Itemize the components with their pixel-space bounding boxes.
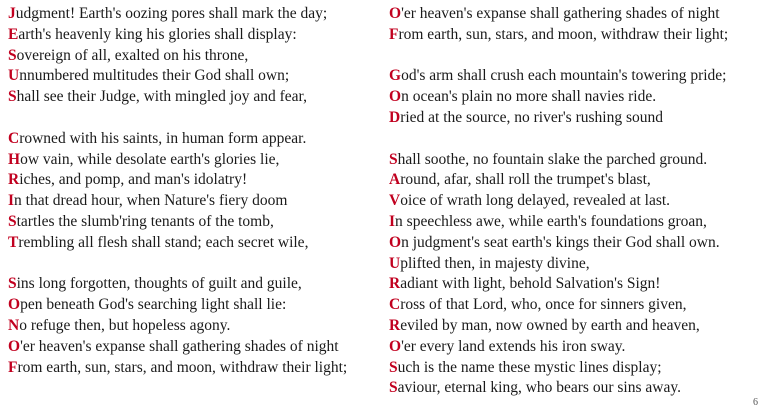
- poem-column-left: [8, 4, 380, 378]
- line-text: nnumbered multitudes their God shall own;: [19, 67, 290, 85]
- line-text: 'er every land extends his iron sway.: [401, 337, 626, 355]
- poem-line: [8, 46, 380, 67]
- acrostic-initial: D: [389, 108, 401, 126]
- line-text: ins long forgotten, thoughts of guilt and guile,: [16, 275, 302, 293]
- poem-line: [389, 4, 755, 25]
- page-number: 6: [753, 397, 758, 408]
- poem-line: [8, 4, 380, 25]
- line-text: rom earth, sun, stars, and moon, withdraw their light;: [398, 25, 729, 43]
- poem-line: [8, 150, 380, 171]
- acrostic-initial: R: [389, 275, 401, 293]
- acrostic-initial: C: [8, 129, 20, 147]
- poem-line: [389, 254, 755, 275]
- acrostic-initial: O: [389, 233, 402, 251]
- acrostic-initial: O: [389, 5, 402, 22]
- line-text: aviour, eternal king, who bears our sins away.: [397, 379, 681, 397]
- acrostic-initial: S: [8, 212, 17, 230]
- line-text: od's arm shall crush each mountain's towering pride;: [401, 67, 727, 85]
- acrostic-initial: S: [389, 150, 398, 168]
- poem-line: [389, 66, 755, 87]
- poem-line: [8, 129, 380, 150]
- line-text: pen beneath God's searching light shall lie:: [20, 296, 287, 314]
- poem-line: [8, 274, 380, 295]
- poem-line: [8, 337, 380, 358]
- acrostic-initial: F: [389, 25, 399, 43]
- poem-line: [389, 358, 755, 379]
- poem-line: [389, 233, 755, 254]
- acrostic-initial: S: [8, 88, 17, 106]
- line-text: ross of that Lord, who, once for sinners given,: [400, 296, 687, 314]
- poem-column-right: [389, 4, 755, 399]
- acrostic-initial: U: [389, 254, 401, 272]
- acrostic-initial: R: [389, 316, 401, 334]
- poem-line: [8, 358, 380, 379]
- acrostic-initial: J: [8, 5, 16, 22]
- poem-line: [389, 150, 755, 171]
- line-text: n that dread hour, when Nature's fiery doom: [14, 192, 288, 210]
- acrostic-initial: O: [389, 337, 402, 355]
- stanza-break: [389, 129, 755, 150]
- acrostic-initial: S: [8, 46, 17, 64]
- acrostic-initial: S: [389, 358, 398, 376]
- poem-line: [8, 233, 380, 254]
- poem-line: [389, 25, 755, 46]
- line-text: 'er heaven's expanse shall gathering shades of night: [20, 337, 339, 355]
- acrostic-initial: H: [8, 150, 21, 168]
- poem-line: [389, 316, 755, 337]
- acrostic-initial: G: [389, 67, 402, 85]
- acrostic-initial: F: [8, 358, 18, 376]
- acrostic-initial: R: [8, 171, 20, 189]
- line-text: uch is the name these mystic lines display;: [397, 358, 662, 376]
- stanza-break: [389, 46, 755, 67]
- line-text: adiant with light, behold Salvation's Sign!: [400, 275, 661, 293]
- line-text: udgment! Earth's oozing pores shall mark the day;: [15, 5, 328, 22]
- acrostic-initial: V: [389, 192, 401, 210]
- line-text: rembling all flesh shall stand; each secret wile,: [18, 233, 309, 251]
- line-text: rowned with his saints, in human form appear.: [19, 129, 307, 147]
- poem-line: [8, 316, 380, 337]
- line-text: eviled by man, now owned by earth and heaven,: [400, 316, 700, 334]
- acrostic-initial: N: [8, 316, 20, 334]
- acrostic-initial: E: [8, 25, 19, 43]
- line-text: oice of wrath long delayed, revealed at last.: [400, 192, 671, 210]
- poem-line: [8, 295, 380, 316]
- poem-line: [389, 191, 755, 212]
- acrostic-initial: I: [8, 192, 15, 210]
- poem-line: [8, 191, 380, 212]
- poem-line: [389, 87, 755, 108]
- line-text: iches, and pomp, and man's idolatry!: [19, 171, 248, 189]
- poem-line: [389, 295, 755, 316]
- line-text: round, afar, shall roll the trumpet's blast,: [400, 171, 651, 189]
- line-text: hall soothe, no fountain slake the parched ground.: [397, 150, 708, 168]
- line-text: n ocean's plain no more shall navies ride.: [401, 88, 657, 106]
- line-text: n judgment's seat earth's kings their God shall own.: [401, 233, 720, 251]
- line-text: hall see their Judge, with mingled joy and fear,: [16, 88, 307, 106]
- poem-line: [8, 170, 380, 191]
- line-text: tartles the slumb'ring tenants of the tomb,: [16, 212, 274, 230]
- line-text: ow vain, while desolate earth's glories lie,: [20, 150, 280, 168]
- acrostic-initial: S: [8, 275, 17, 293]
- acrostic-initial: U: [8, 67, 20, 85]
- line-text: rom earth, sun, stars, and moon, withdraw their light;: [17, 358, 348, 376]
- acrostic-initial: O: [8, 296, 21, 314]
- line-text: 'er heaven's expanse shall gathering shades of night: [401, 5, 720, 22]
- line-text: o refuge then, but hopeless agony.: [19, 316, 231, 334]
- poem-line: [8, 212, 380, 233]
- stanza-break: [8, 254, 380, 275]
- poem-line: [389, 212, 755, 233]
- acrostic-initial: C: [389, 296, 401, 314]
- acrostic-initial: I: [389, 212, 396, 230]
- line-text: overeign of all, exalted on his throne,: [16, 46, 249, 64]
- stanza-break: [8, 108, 380, 129]
- line-text: ried at the source, no river's rushing sound: [400, 108, 663, 126]
- poem-line: [389, 378, 755, 399]
- poem-line: [389, 337, 755, 358]
- poem-line: [389, 170, 755, 191]
- acrostic-initial: O: [389, 88, 402, 106]
- poem-line: [8, 87, 380, 108]
- poem-line: [8, 25, 380, 46]
- line-text: n speechless awe, while earth's foundations groan,: [395, 212, 707, 230]
- poem-line: [389, 274, 755, 295]
- line-text: plifted then, in majesty divine,: [400, 254, 590, 272]
- acrostic-initial: O: [8, 337, 21, 355]
- poem-line: [389, 108, 755, 129]
- acrostic-initial: T: [8, 233, 19, 251]
- line-text: arth's heavenly king his glories shall display:: [18, 25, 297, 43]
- poem-line: [8, 66, 380, 87]
- acrostic-initial: S: [389, 379, 398, 397]
- acrostic-initial: A: [389, 171, 401, 189]
